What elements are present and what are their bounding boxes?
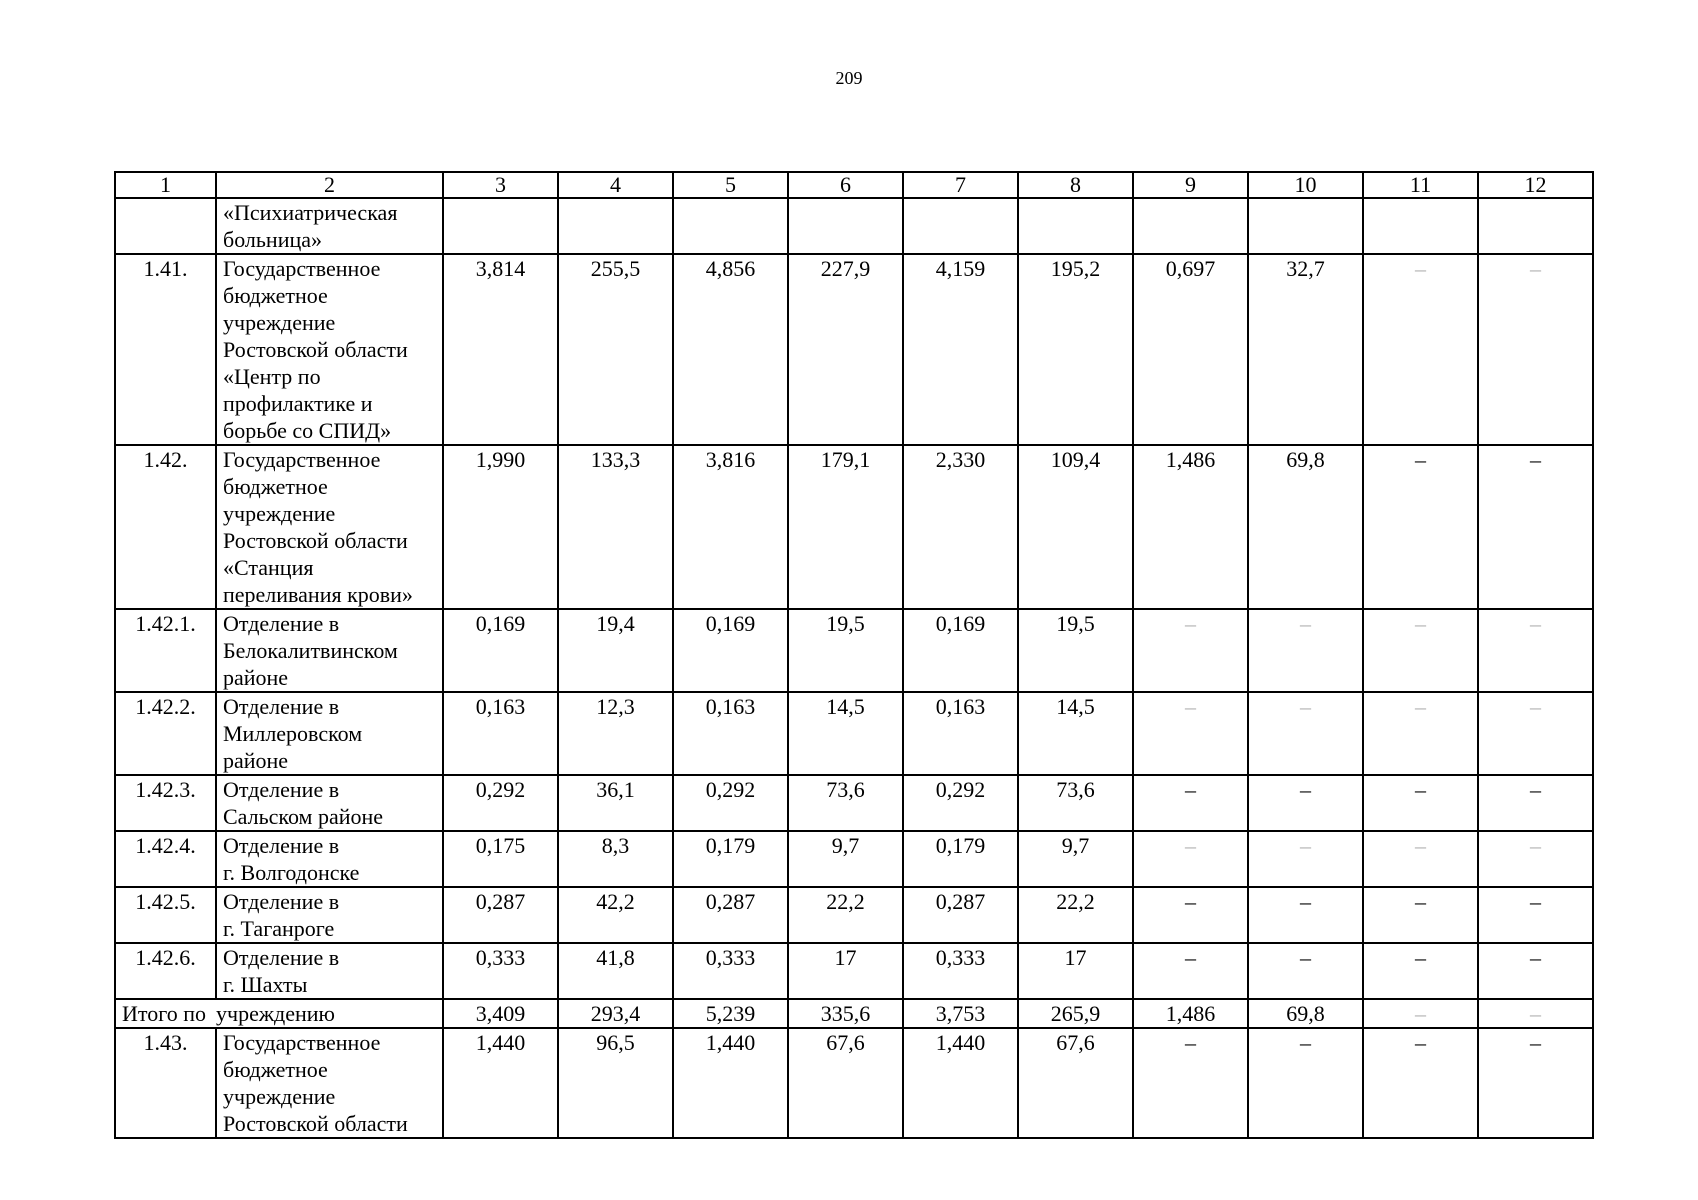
value-cell: 0,169 bbox=[443, 609, 558, 692]
table-row bbox=[115, 445, 1593, 609]
value-cell: 0,163 bbox=[443, 692, 558, 775]
value-cell: 73,6 bbox=[788, 775, 903, 831]
value-cell: – bbox=[1133, 609, 1248, 692]
value-cell: 109,4 bbox=[1018, 445, 1133, 609]
value-cell: 4,856 bbox=[673, 254, 788, 445]
row-number: 1.42.3. bbox=[115, 775, 216, 831]
value-cell: 2,330 bbox=[903, 445, 1018, 609]
institution-name: «Психиатрическая больница» bbox=[216, 198, 443, 254]
value-cell bbox=[673, 198, 788, 254]
header-cell: 8 bbox=[1018, 172, 1133, 198]
value-cell: – bbox=[1363, 775, 1478, 831]
value-cell: 22,2 bbox=[788, 887, 903, 943]
institution-name: Государственное бюджетное учреждение Ростовской области «Станция переливания крови» bbox=[216, 445, 443, 609]
table-row bbox=[115, 609, 1593, 692]
value-cell: – bbox=[1133, 887, 1248, 943]
value-cell: 293,4 bbox=[558, 999, 673, 1028]
total-label: Итого по bbox=[115, 999, 216, 1028]
row-number: 1.42.1. bbox=[115, 609, 216, 692]
header-cell: 2 bbox=[216, 172, 443, 198]
header-cell: 1 bbox=[115, 172, 216, 198]
value-cell bbox=[788, 198, 903, 254]
institution-name: Отделение в Белокалитвинском районе bbox=[216, 609, 443, 692]
header-cell: 3 bbox=[443, 172, 558, 198]
value-cell: 0,175 bbox=[443, 831, 558, 887]
value-cell: 3,816 bbox=[673, 445, 788, 609]
value-cell: 0,697 bbox=[1133, 254, 1248, 445]
institution-name: Отделение в Сальском районе bbox=[216, 775, 443, 831]
row-number: 1.42.4. bbox=[115, 831, 216, 887]
value-cell: 96,5 bbox=[558, 1028, 673, 1138]
table-row bbox=[115, 198, 1593, 254]
table-row bbox=[115, 887, 1593, 943]
value-cell: 19,5 bbox=[1018, 609, 1133, 692]
value-cell: 12,3 bbox=[558, 692, 673, 775]
value-cell: 1,486 bbox=[1133, 445, 1248, 609]
value-cell: 0,292 bbox=[443, 775, 558, 831]
header-cell: 4 bbox=[558, 172, 673, 198]
value-cell: – bbox=[1248, 1028, 1363, 1138]
value-cell: 227,9 bbox=[788, 254, 903, 445]
value-cell: – bbox=[1363, 999, 1478, 1028]
value-cell: – bbox=[1248, 943, 1363, 999]
value-cell: 335,6 bbox=[788, 999, 903, 1028]
row-number: 1.42.6. bbox=[115, 943, 216, 999]
value-cell: 3,814 bbox=[443, 254, 558, 445]
value-cell: – bbox=[1133, 943, 1248, 999]
value-cell: 0,169 bbox=[903, 609, 1018, 692]
value-cell: 265,9 bbox=[1018, 999, 1133, 1028]
value-cell bbox=[443, 198, 558, 254]
value-cell: 0,169 bbox=[673, 609, 788, 692]
value-cell: 3,409 bbox=[443, 999, 558, 1028]
value-cell bbox=[1133, 198, 1248, 254]
value-cell: – bbox=[1478, 1028, 1593, 1138]
row-number bbox=[115, 198, 216, 254]
header-cell: 10 bbox=[1248, 172, 1363, 198]
value-cell: 14,5 bbox=[788, 692, 903, 775]
value-cell bbox=[1363, 198, 1478, 254]
value-cell: – bbox=[1478, 775, 1593, 831]
value-cell: 0,163 bbox=[903, 692, 1018, 775]
value-cell: – bbox=[1478, 254, 1593, 445]
value-cell: – bbox=[1248, 609, 1363, 692]
value-cell: 195,2 bbox=[1018, 254, 1133, 445]
value-cell: 69,8 bbox=[1248, 999, 1363, 1028]
value-cell: – bbox=[1133, 831, 1248, 887]
value-cell: 179,1 bbox=[788, 445, 903, 609]
value-cell: 17 bbox=[788, 943, 903, 999]
institution-name: Отделение в г. Шахты bbox=[216, 943, 443, 999]
value-cell: 67,6 bbox=[1018, 1028, 1133, 1138]
header-cell: 11 bbox=[1363, 172, 1478, 198]
header-cell: 7 bbox=[903, 172, 1018, 198]
row-number: 1.42.5. bbox=[115, 887, 216, 943]
value-cell: – bbox=[1248, 887, 1363, 943]
value-cell: 19,5 bbox=[788, 609, 903, 692]
value-cell: 0,287 bbox=[443, 887, 558, 943]
value-cell: – bbox=[1478, 445, 1593, 609]
value-cell: 133,3 bbox=[558, 445, 673, 609]
value-cell: 17 bbox=[1018, 943, 1133, 999]
value-cell: 36,1 bbox=[558, 775, 673, 831]
value-cell: – bbox=[1248, 775, 1363, 831]
value-cell: 1,990 bbox=[443, 445, 558, 609]
value-cell: 0,333 bbox=[903, 943, 1018, 999]
value-cell: 1,440 bbox=[673, 1028, 788, 1138]
value-cell: 19,4 bbox=[558, 609, 673, 692]
value-cell: 1,440 bbox=[903, 1028, 1018, 1138]
value-cell: 4,159 bbox=[903, 254, 1018, 445]
value-cell: 0,179 bbox=[903, 831, 1018, 887]
institution-name: Отделение в г. Волгодонске bbox=[216, 831, 443, 887]
value-cell: – bbox=[1363, 609, 1478, 692]
value-cell: – bbox=[1478, 692, 1593, 775]
table-row bbox=[115, 831, 1593, 887]
value-cell: 0,333 bbox=[443, 943, 558, 999]
value-cell bbox=[558, 198, 673, 254]
value-cell: 0,287 bbox=[903, 887, 1018, 943]
header-cell: 6 bbox=[788, 172, 903, 198]
row-number: 1.42.2. bbox=[115, 692, 216, 775]
value-cell: 255,5 bbox=[558, 254, 673, 445]
value-cell: 0,287 bbox=[673, 887, 788, 943]
institution-name: Государственное бюджетное учреждение Ростовской области «Центр по профилактике и борьбе со СПИД» bbox=[216, 254, 443, 445]
institution-name: Отделение в г. Таганроге bbox=[216, 887, 443, 943]
value-cell: – bbox=[1363, 254, 1478, 445]
value-cell: – bbox=[1363, 887, 1478, 943]
header-cell: 9 bbox=[1133, 172, 1248, 198]
value-cell: – bbox=[1248, 692, 1363, 775]
value-cell: – bbox=[1363, 831, 1478, 887]
header-cell: 5 bbox=[673, 172, 788, 198]
value-cell: 0,163 bbox=[673, 692, 788, 775]
table-row bbox=[115, 254, 1593, 445]
value-cell: – bbox=[1248, 831, 1363, 887]
total-row bbox=[115, 999, 1593, 1028]
value-cell: 14,5 bbox=[1018, 692, 1133, 775]
value-cell: 9,7 bbox=[788, 831, 903, 887]
row-number: 1.41. bbox=[115, 254, 216, 445]
value-cell: 9,7 bbox=[1018, 831, 1133, 887]
value-cell: 0,179 bbox=[673, 831, 788, 887]
value-cell: 1,486 bbox=[1133, 999, 1248, 1028]
value-cell: 3,753 bbox=[903, 999, 1018, 1028]
value-cell: 0,333 bbox=[673, 943, 788, 999]
value-cell: – bbox=[1363, 445, 1478, 609]
row-number: 1.42. bbox=[115, 445, 216, 609]
table-row bbox=[115, 943, 1593, 999]
value-cell: 1,440 bbox=[443, 1028, 558, 1138]
data-table bbox=[114, 171, 1594, 1139]
value-cell bbox=[1018, 198, 1133, 254]
value-cell: – bbox=[1363, 692, 1478, 775]
value-cell: – bbox=[1478, 999, 1593, 1028]
value-cell bbox=[1248, 198, 1363, 254]
value-cell: 67,6 bbox=[788, 1028, 903, 1138]
value-cell: – bbox=[1478, 943, 1593, 999]
table-row bbox=[115, 1028, 1593, 1138]
value-cell: – bbox=[1133, 1028, 1248, 1138]
value-cell: – bbox=[1363, 1028, 1478, 1138]
institution-name: Государственное бюджетное учреждение Ростовской области bbox=[216, 1028, 443, 1138]
institution-name: Отделение в Миллеровском районе bbox=[216, 692, 443, 775]
table-row bbox=[115, 775, 1593, 831]
value-cell bbox=[903, 198, 1018, 254]
value-cell: – bbox=[1478, 887, 1593, 943]
header-row bbox=[115, 172, 1593, 198]
value-cell: 8,3 bbox=[558, 831, 673, 887]
page-number: 209 bbox=[835, 68, 863, 88]
value-cell: – bbox=[1133, 692, 1248, 775]
value-cell: 73,6 bbox=[1018, 775, 1133, 831]
total-label-cont: учреждению bbox=[216, 999, 443, 1028]
value-cell: 69,8 bbox=[1248, 445, 1363, 609]
value-cell: 41,8 bbox=[558, 943, 673, 999]
value-cell: – bbox=[1133, 775, 1248, 831]
value-cell: 0,292 bbox=[903, 775, 1018, 831]
value-cell: – bbox=[1363, 943, 1478, 999]
table-row bbox=[115, 692, 1593, 775]
row-number: 1.43. bbox=[115, 1028, 216, 1138]
value-cell: – bbox=[1478, 831, 1593, 887]
value-cell: 32,7 bbox=[1248, 254, 1363, 445]
value-cell: 0,292 bbox=[673, 775, 788, 831]
value-cell: 5,239 bbox=[673, 999, 788, 1028]
value-cell: 22,2 bbox=[1018, 887, 1133, 943]
header-cell: 12 bbox=[1478, 172, 1593, 198]
value-cell bbox=[1478, 198, 1593, 254]
value-cell: 42,2 bbox=[558, 887, 673, 943]
value-cell: – bbox=[1478, 609, 1593, 692]
